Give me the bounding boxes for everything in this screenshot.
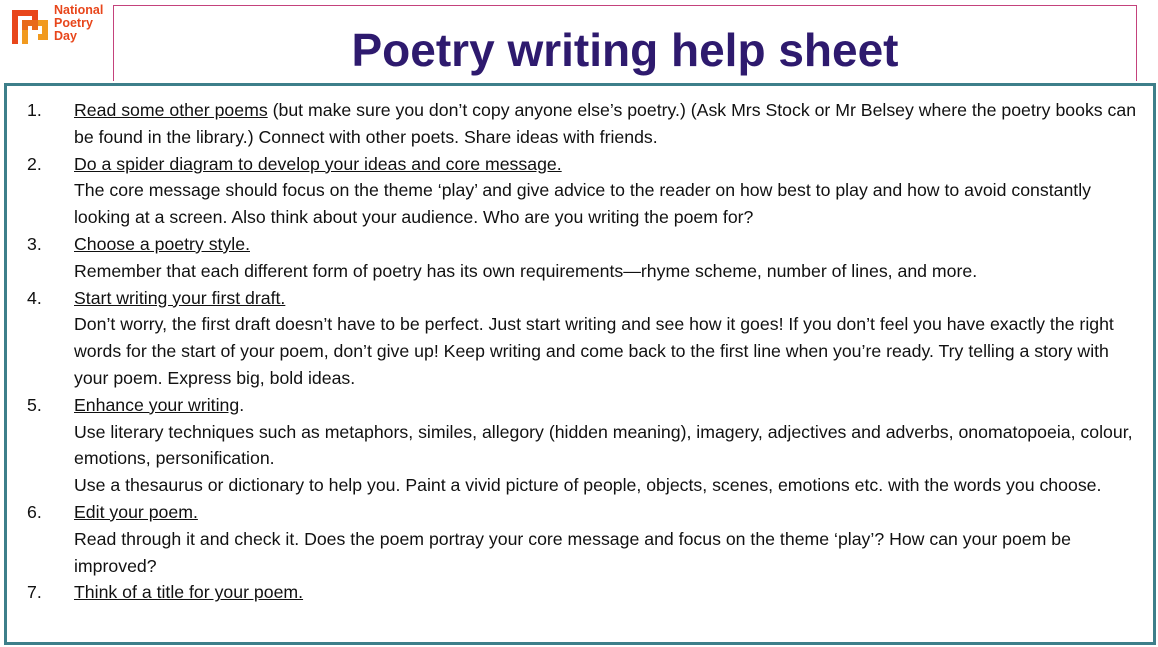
step-heading: Edit your poem. xyxy=(74,501,198,522)
step-number: 3. xyxy=(27,233,42,254)
step-number: 4. xyxy=(27,287,42,308)
step-item xyxy=(7,97,1153,151)
step-heading-line xyxy=(74,392,1143,419)
step-heading-suffix: (but make sure you don’t copy anyone else’s poetry.) (Ask Mrs Stock or Mr Belsey where the poetry books can be found in the library.) Connect with other poets. Share ideas with friends. xyxy=(74,100,1137,147)
logo-text xyxy=(54,4,103,43)
step-heading-line xyxy=(74,579,1143,606)
content-box xyxy=(4,83,1156,645)
step-paragraph: Remember that each different form of poetry has its own requirements—rhyme scheme, number of lines, and more. xyxy=(74,260,978,281)
step-heading: Enhance your writing xyxy=(74,394,240,415)
title-box xyxy=(113,5,1137,81)
step-number: 1. xyxy=(27,100,42,120)
step-heading: Read some other poems xyxy=(74,100,268,120)
steps-list xyxy=(7,97,1153,606)
logo-mark-icon xyxy=(8,6,52,46)
step-heading: Start writing your first draft. xyxy=(74,287,286,308)
step-heading-line xyxy=(74,285,1143,312)
step-heading-line xyxy=(74,231,1143,258)
step-paragraph: The core message should focus on the theme ‘play’ and give advice to the reader on how best to play and how to avoid constantly looking at a screen. Also think about your audience. Who are you writing the poem for? xyxy=(74,180,1091,228)
step-item xyxy=(7,285,1153,392)
step-paragraph: Use a thesaurus or dictionary to help you. Paint a vivid picture of people, objects, scenes, emotions etc. with the words you choose. xyxy=(74,475,1102,496)
step-heading: Do a spider diagram to develop your ideas and core message. xyxy=(74,153,562,174)
page-title: Poetry writing help sheet xyxy=(351,24,899,76)
step-item xyxy=(7,151,1153,231)
step-paragraph: Use literary techniques such as metaphors, similes, allegory (hidden meaning), imagery, adjectives and adverbs, onomatopoeia, colour, emotions, personification. xyxy=(74,421,1133,469)
step-heading-line xyxy=(74,97,1143,151)
step-heading: Think of a title for your poem. xyxy=(74,582,304,603)
step-number: 5. xyxy=(27,394,42,415)
step-paragraph: Read through it and check it. Does the poem portray your core message and focus on the theme ‘play’? How can your poem be improved? xyxy=(74,528,1071,576)
step-number: 6. xyxy=(27,501,42,522)
step-paragraph: Don’t worry, the first draft doesn’t have to be perfect. Just start writing and see how it goes! If you don’t feel you have exactly the right words for the start of your poem, don’t give up! Keep writing and come back to the first line when you’re ready. Try telling a story with your poem. Express big, bold ideas. xyxy=(74,314,1114,388)
step-item xyxy=(7,392,1153,499)
step-heading-line xyxy=(74,151,1143,178)
step-heading-suffix: . xyxy=(239,394,245,415)
logo-text-line-3: Day xyxy=(54,29,77,43)
national-poetry-day-logo xyxy=(6,4,116,48)
step-heading: Choose a poetry style. xyxy=(74,233,250,254)
step-item xyxy=(7,579,1153,606)
logo-text-line-1: National xyxy=(54,3,104,17)
step-item xyxy=(7,499,1153,579)
logo-text-line-2: Poetry xyxy=(54,16,93,30)
step-heading-line xyxy=(74,499,1143,526)
step-number: 2. xyxy=(27,153,42,174)
step-number: 7. xyxy=(27,582,42,603)
step-item xyxy=(7,231,1153,285)
